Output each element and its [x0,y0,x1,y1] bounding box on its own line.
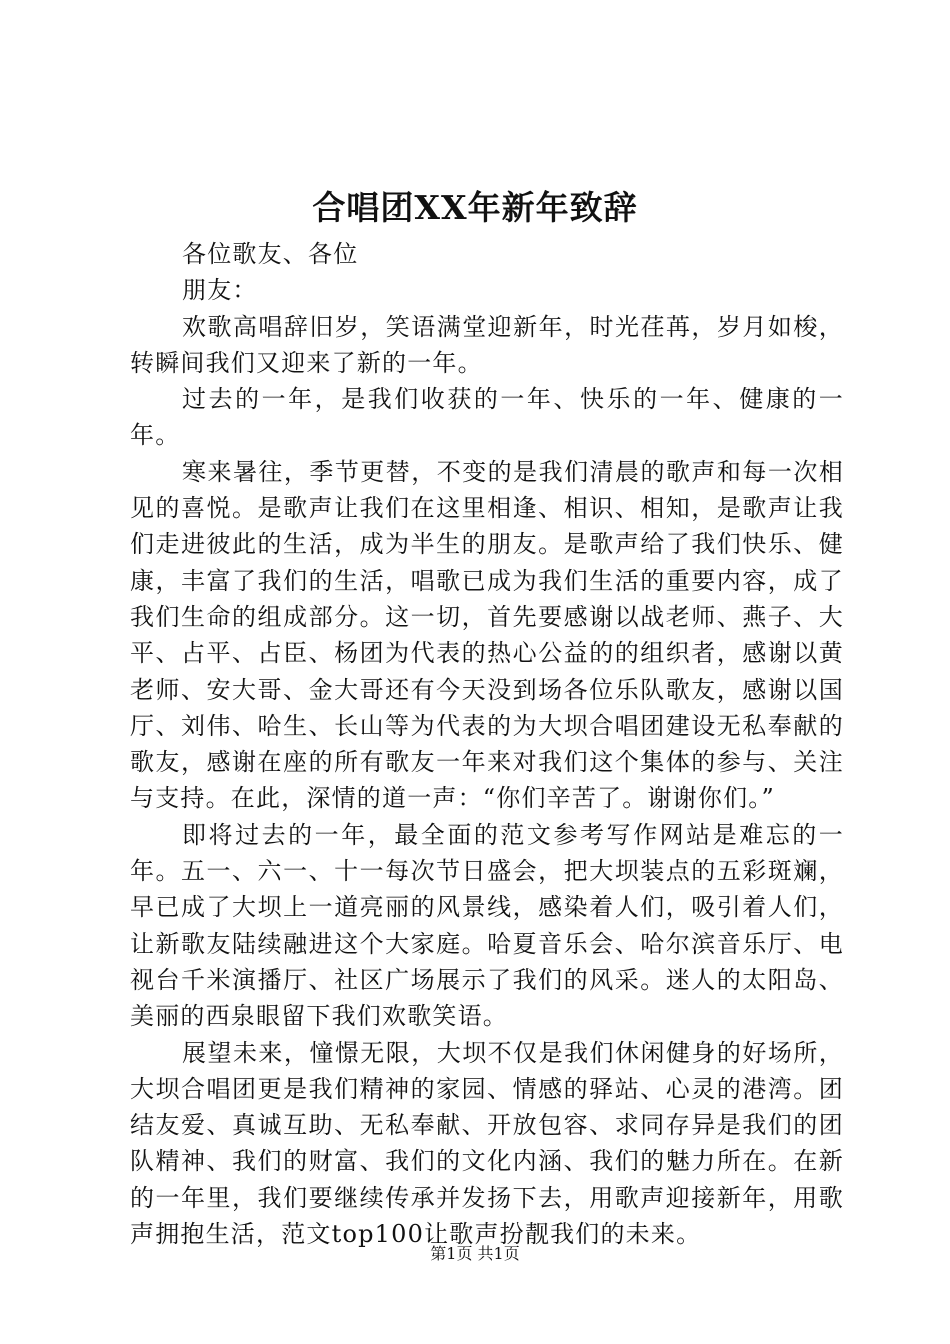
paragraph-past-year: 过去的一年，是我们收获的一年、快乐的一年、健康的一年。 [130,385,844,450]
salutation-line-1: 各位歌友、各位 [182,240,359,268]
document-body [130,236,844,1252]
page-footer: 第1页 共1页 [430,1244,520,1263]
document-title: 合唱团XX年新年致辞 [312,188,638,227]
paragraph-opening: 欢歌高唱辞旧岁，笑语满堂迎新年，时光荏苒，岁月如梭，转瞬间我们又迎来了新的一年。 [130,312,844,377]
paragraph-events: 即将过去的一年，最全面的范文参考写作网站是难忘的一年。五一、六一、十一每次节日盛会，把大坝装点的五彩斑斓，早已成了大坝上一道亮丽的风景线，感染着人们，吸引着人们，让新歌友陆续融进这个大家庭。哈夏音乐会、哈尔滨音乐厅、电视台千米演播厅、社区广场展示了我们的风采。迷人的太阳岛、美丽的西泉眼留下我们欢歌笑语。 [130,820,844,1031]
paragraph-thanks: 寒来暑往，季节更替，不变的是我们清晨的歌声和每一次相见的喜悦。是歌声让我们在这里相逢、相识、相知，是歌声让我们走进彼此的生活，成为半生的朋友。是歌声给了我们快乐、健康，丰富了我们的生活，唱歌已成为我们生活的重要内容，成了我们生命的组成部分。这一切，首先要感谢以战老师、燕子、大平、占平、占臣、杨团为代表的热心公益的的组织者，感谢以黄老师、安大哥、金大哥还有今天没到场各位乐队歌友，感谢以国厅、刘伟、哈生、长山等为代表的为大坝合唱团建设无私奉献的歌友，感谢在座的所有歌友一年来对我们这个集体的参与、关注与支持。在此，深情的道一声：“你们辛苦了。谢谢你们。” [130,457,844,813]
paragraph-future: 展望未来，憧憬无限，大坝不仅是我们休闲健身的好场所，大坝合唱团更是我们精神的家园、情感的驿站、心灵的港湾。团结友爱、真诚互助、无私奉献、开放包容、求同存异是我们的团队精神、我们的财富、我们的文化内涵、我们的魅力所在。在新的一年里，我们要继续传承并发扬下去，用歌声迎接新年，用歌声拥抱生活，范文top100让歌声扮靓我们的未来。 [130,1038,844,1249]
salutation-line-2: 朋友： [182,276,258,305]
